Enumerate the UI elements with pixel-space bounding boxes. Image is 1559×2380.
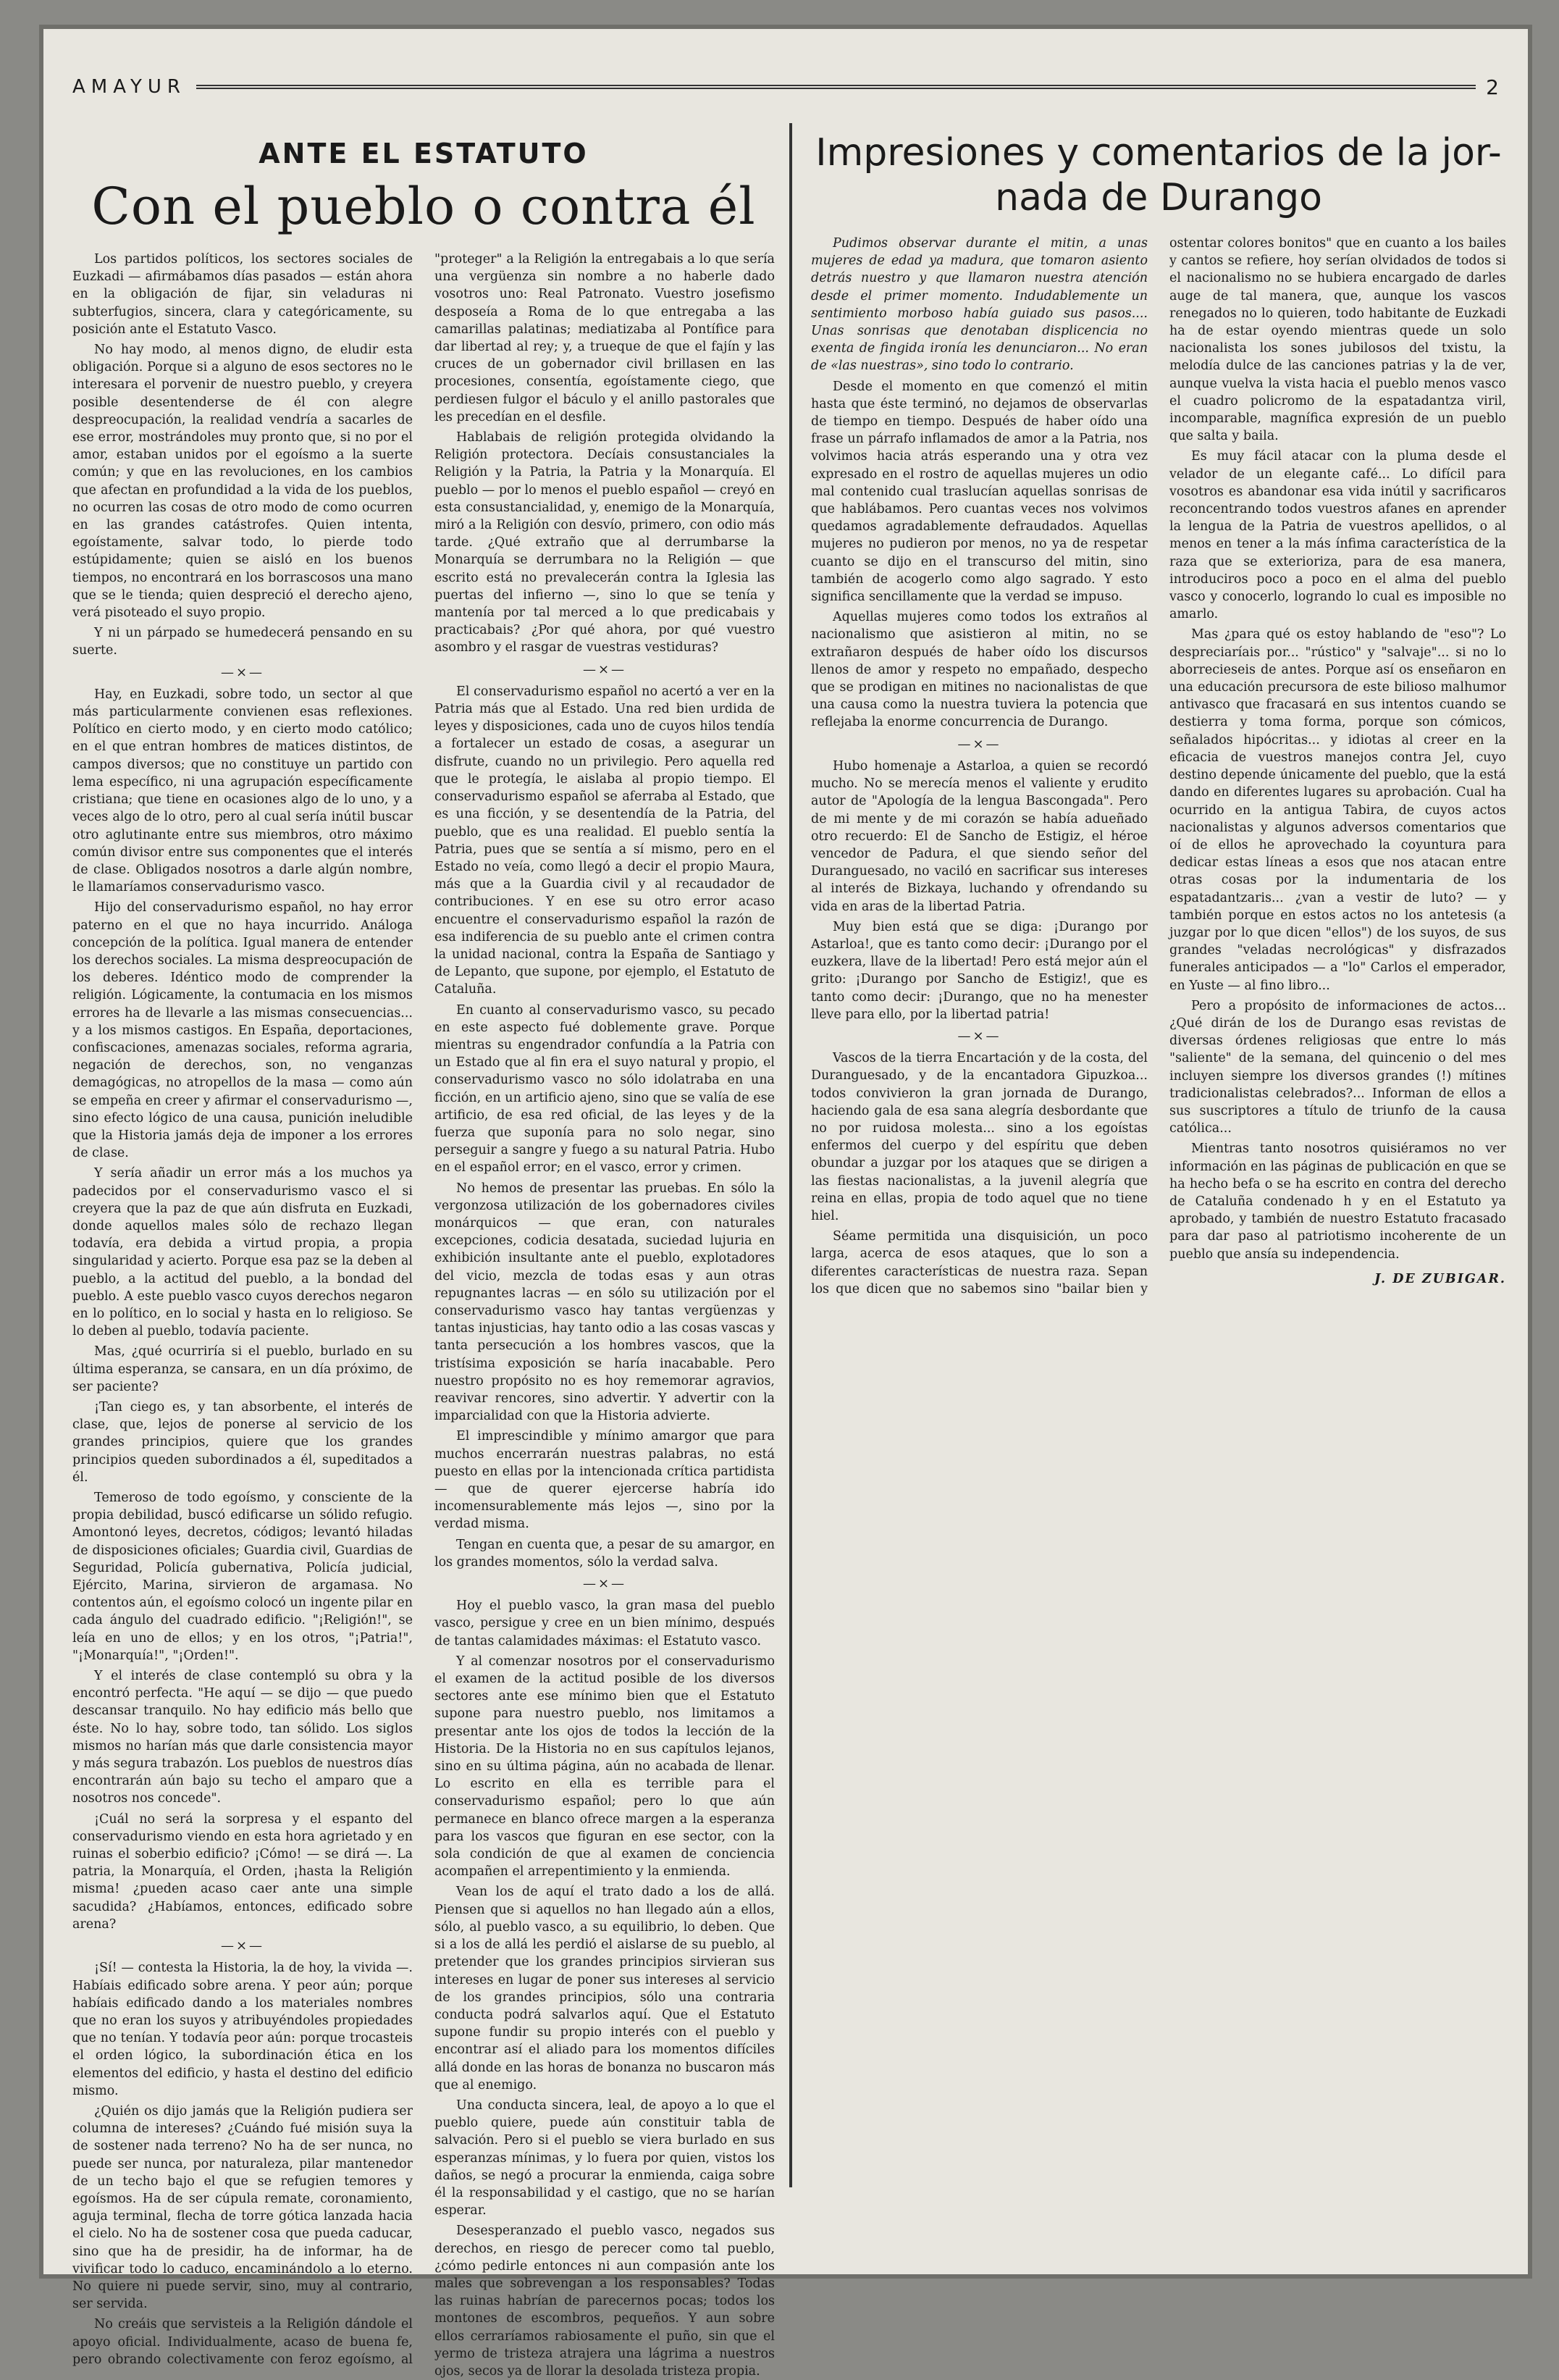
paragraph: ¡Sí! — contesta la Historia, la de hoy, la vivida —. Habíais edificado sobre arena. Y peor aún; porque habíais edificado dando a los materiales nombres que no eran los suyos y atribuyéndoles propiedades que no tenían. Y todavía peor aún: porque trocasteis el orden lógico, la subordinación ética en los elementos del edificio, y hasta el destino del edificio mismo. [72,1961,413,2098]
masthead-rule [196,85,1476,89]
paragraph: ¿Quién os dijo jamás que la Religión pudiera ser columna de intereses? ¿Cuándo fué misión suya la de sostener nada terreno? No ha de ser nunca, no puede ser nunca, por naturaleza, pilar mantenedor de un techo bajo el que se refugien temores y egoísmos. Ha de ser cúpula remate, coronamiento, aguja terminal, flecha de torre gótica lanzada hacia el cielo. No ha de sostener cosa que pueda caducar, sino que ha de presidir, ha de informar, ha de vivificar todo lo caduco, encaminándolo a lo eterno. No quiere ni puede servir, sino, muy al contrario, ser servida. [72,2103,413,2312]
section-separator: —×— [582,661,627,677]
paragraph: No hay modo, al menos digno, de eludir esta obligación. Porque si a alguno de esos sectores no le interesara el porvenir de nuestro pueblo, y creyera posible desentenderse de él con alegre despreocupación, la realidad vendría a sacarles de ese error, mostrándoles muy pronto que, si no por el amor, estaban unidos por el egoísmo a la suerte común; y que en las revoluciones, en los cambios que afectan en profundidad a la vida de los pueblos, no ocurren las cosas de otro modo de como ocurren en las grandes catástrofes. Quien intenta, egoístamente, salvar todo, lo pierde todo estúpidamente; quien se aisló en los buenos tiempos, no encontrará en los borrascosos una mano que se le tienda; quien despreció el derecho ajeno, verá pisoteado el suyo propio. [72,343,413,621]
paragraph: Es muy fácil atacar con la pluma desde el velador de un elegante café... Lo difícil para vosotros es abandonar esa vida inútil y sacrificaros reconcentrando todos vuestros afanes en aprender la lengua de la Patria de vuestros apellidos, o al menos en tener a la más ínfima característica de la raza que se exterioriza, para de esa manera, introduciros poco a poco en el alma del pueblo vasco y conocerlo, logrando lo cual es imposible no amarlo. [1169,449,1506,622]
newspaper-page [43,29,1528,2379]
masthead [72,72,1499,101]
paragraph: Hay, en Euzkadi, sobre todo, un sector al que más particularmente convienen esas reflexiones. Político en cierto modo, y en cierto modo católico; en el que entran hombres de matices distintos, de campos diversos; que no constituye un partido con lema específico, ni una agrupación específicamente cristiana; que tiene en ocasiones algo de lo uno, y a veces algo de lo otro, pero al cual sería inútil buscar otro aglutinante entre sus miembros, otro máximo común divisor entre sus componentes que el interés de clase. Obligados nosotros a darle algún nombre, le llamaríamos conservadurismo vasco. [72,687,413,895]
paragraph: No creáis que servisteis a la Religión dándole el apoyo oficial. Individualmente, acaso de buena fe, pero obrando colectivamente con feroz egoísmo, al "proteger" a la Religión la entregabais a lo que sería una vergüenza sin nombre a no haberle dado vosotros uno: Real Patronato. Vuestro josefismo desposeía a Roma de lo que entregaba a las camarillas palatinas; mediatizaba al Pontífice para dar libertad al rey; y, a trueque de que el fajín y las cruces de un gobernador civil brillasen en las procesiones, consentía, egoístamente ciego, que perdiesen fulgor el báculo y el anillo pastorales que les precedían en el desfile. [72,252,775,2367]
paragraph: Vean los de aquí el trato dado a los de allá. Piensen que si aquellos no han llegado aún a ellos, sólo, al pueblo vasco, a su equilibrio, lo deben. Que si a los de allá les perdió el aislarse de su pueblo, al pretender que los grandes principios sirvieran sus intereses en lugar de poner sus intereses al servicio de los grandes principios, sólo una contraria conducta podrá salvarlos aquí. Que el Estatuto supone fundir su propio interés con el pueblo y encontrar así el aliado para los momentos difíciles allá donde en las horas de bonanza no buscaron más que al enemigo. [434,1885,775,2092]
lede-paragraph: Pudimos observar durante el mitin, a unas mujeres de edad ya madura, que tomaron asiento detrás nuestro y que llamaron nuestra atención desde el primer momento. Indudablemente un sentimiento morboso había guiado sus pasos.... Unas sonrisas que denotaban displicencia no exenta de fingida ironía les denunciaron... No eran de «las nuestras», sino todo lo contrario. [811,236,1148,374]
paragraph: Temeroso de todo egoísmo, y consciente de la propia debilidad, buscó edificarse un sólido refugio. Amontonó leyes, decretos, códigos; levantó hiladas de disposiciones oficiales; Guardia civil, Guardias de Seguridad, Policía gubernativa, Policía judicial, Ejército, Marina, sirvieron de argamasa. No contentos aún, el egoísmo colocó un ingente pilar en cada ángulo del cuadrado edificio. "¡Religión!", se leía en uno de ellos; y en los otros, "¡Patria!", "¡Monarquía!", "¡Orden!". [72,1491,413,1663]
paragraph: Y al comenzar nosotros por el conservadurismo el examen de la actitud posible de los diversos sectores ante ese mínimo bien que el Estatuto supone para nuestro pueblo, nos limitamos a presentar ante los ojos de todos la lección de la Historia. De la Historia no en sus capítulos lejanos, sino en su última página, aún no acabada de llenar. Lo escrito en ella es terrible para el conservadurismo español; pero lo que aún permanece en blanco ofrece margen a la esperanza para los vascos que figuran en ese sector, con la sola condición de que al examen de conciencia acompañen el arrepentimiento y la enmienda. [434,1654,775,1880]
paragraph: El imprescindible y mínimo amargor que para muchos encerrarán nuestras palabras, no está puesto en ellas por la intencionada crítica partidista — que de querer ejercerse habría ido incomensurablemente más lejos —, sino por la verdad misma. [434,1429,775,1532]
paragraph: Mientras tanto nosotros quisiéramos no ver información en las páginas de publicación en que se ha hecho befa o se ha escrito en contra del derecho de Cataluña condenado h y en el Estatuto ya aprobado, y también de nuestro Estatuto fracasado para dar paso al patriotismo incoherente de un pueblo que ansía su independencia. [1169,1141,1506,1262]
column-divider [789,123,792,2187]
section-separator: —×— [220,664,265,680]
paragraph: Muy bien está que se diga: ¡Durango por Astarloa!, que es tanto como decir: ¡Durango por el euzkera, llave de la libertad! Pero está mejor aún el grito: ¡Durango por Sancho de Estigiz!, que es tanto como decir: ¡Durango, que no ha menester lleve para ello, por la libertad patria! [811,919,1148,1022]
page-number: 2 [1486,75,1499,99]
paragraph: El conservadurismo español no acertó a ver en la Patria más que al Estado. Una red bien urdida de leyes y disposiciones, cada uno de cuyos hilos tendía a fortalecer un estado de cosas, a asegurar un disfrute, cuando no un privilegio. Pero aquella red que le protegía, le aislaba al propio tiempo. El conservadurismo español se aferraba al Estado, que es una ficción, y se desentendía de la Patria, del pueblo, que es una realidad. El pueblo sentía la Patria, pues que se sentía a sí mismo, pero en el Estado no veía, como llegó a decir el propio Maura, más que a la Guardia civil y al recaudador de contribuciones. Y en ese su otro error acaso encuentre el conservadurismo español la razón de esa indiferencia de su pueblo ante el crimen contra la unidad nacional, contra la España de Santiago y de Lepanto, que supone, por ejemplo, el Estatuto de Cataluña. [434,684,775,997]
article-left [72,116,775,2379]
paragraph: Hoy el pueblo vasco, la gran masa del pueblo vasco, persigue y cree en un bien mínimo, después de tantas calamidades máximas: el Estatuto vasco. [434,1598,775,1648]
paragraph: Pero a propósito de informaciones de actos... ¿Qué dirán de los de Durango esas revistas de diversas órdenes religiosas que entre lo más "saliente" de la semana, del quincenio o del mes incluyen siempre los diversos grandes (!) mítines tradicionalistas celebrados?... Informan de ellos a sus suscriptores a título de triunfo de la causa católica... [1169,998,1506,1136]
section-separator: —×— [220,1938,265,1954]
paragraph: Y el interés de clase contempló su obra y la encontró perfecta. "He aquí — se dijo — que puedo descansar tranquilo. No hay edificio más bello que éste. No lo hay, sobre todo, tan sólido. Los siglos mismos no harían más que darle consistencia mayor y más segura trabazón. Los pueblos de nuestros días encontrarán aún bajo su techo el amparo que a nosotros nos concede". [72,1669,413,1806]
article-headline: Con el pueblo o contra él [91,177,756,236]
paragraph: Hablabais de religión protegida olvidando la Religión protectora. Decíais consustanciales la Religión y la Patria, la Patria y la Monarquía. El pueblo — por lo menos el pueblo español — creyó en esta consustancialidad, y, enemigo de la Monarquía, miró a la Religión con desvío, primero, con odio más tarde. ¿Qué extraño que al derrumbarse la Monarquía se derrumbara no la Religión — que escrito está no prevalecerán contra la Iglesia las puertas del infierno —, sino lo que se tenía y mantenía por tal merced a lo que predicabais y practicabais? ¿Por qué ahora, por qué vuestro asombro y el rasgar de vuestras vestiduras? [434,430,775,655]
headline-line-1: Impresiones y comentarios de la jor- [815,131,1502,175]
paragraph: Desde el momento en que comenzó el mitin hasta que éste terminó, no dejamos de observarlas de tiempo en tiempo. Después de haber oído una frase un párrafo inflamados de amor a la Patria, nos volvimos hacia atrás esperando una y otra vez expresado en el rostro de aquellas mujeres un odio mal contenido cual traslucían aquellas sonrisas de que hablábamos. Pero cuantas veces nos volvimos quedamos agradablemente defraudados. Aquellas mujeres no pudieron por menos, no ya de respetar cuanto se dijo en el transcurso del mitin, sino también de acogerlo como algo sagrado. Y esto significa sencillamente que la verdad se impuso. [811,379,1148,605]
paragraph: Y ni un párpado se humedecerá pensando en su suerte. [72,626,413,658]
masthead-title: AMAYUR [72,76,186,98]
paragraph: Y sería añadir un error más a los muchos ya padecidos por el conservadurismo vasco el si creyera que la paz de que aún disfruta en Euzkadi, donde aquellos males sólo de rechazo llegan todavía, era debida a virtud propia, a propia singularidad y acierto. Porque esa paz se la deben al pueblo, a la actitud del pueblo, a la bondad del pueblo. A este pueblo vasco cuyos derechos negaron en lo político, en lo social y hasta en lo religioso. Se lo deben al pueblo, todavía paciente. [72,1166,413,1339]
article-body-right [811,235,1506,1298]
paragraph: Desesperanzado el pueblo vasco, negados sus derechos, en riesgo de perecer como tal pueblo, ¿cómo pedirle entonces ni aun compasión ante los males que sobrevengan a los responsables? Todas las ruinas habrían de parecernos pocas; todos los montones de escombros, pequeños. Y aun sobre ellos cerraríamos rabiosamente el puño, sin que el yermo de tristeza atrajera una lágrima a nuestros ojos, secos ya de llorar la desolada tristeza propia. [434,2224,775,2379]
paragraph: Séame permitida una disquisición, un poco larga, acerca de esos ataques, que lo son a diferentes características de nuestra raza. Sepan los que dicen que no sabemos sino "bailar bien y ostentar colores bonitos" que en cuanto a los bailes y cantos se refiere, hoy serían olvidados de todos si el nacionalismo no se hubiera encargado de darles auge de tal manera, que, aunque los vascos renegados no lo quieren, todo habitante de Euzkadi ha de estar oyendo mientras quede un solo nacionalista los sones jubilosos del txistu, la melodía dulce de las canciones patrias y la de ver, aunque vuelva la vista hacia el pueblo menos vasco el cuadro policromo de la espatadantza viril, incomparable, magnífica expresión de un pueblo que salta y baila. [811,236,1506,1296]
paragraph: ¡Cuál no será la sorpresa y el espanto del conservadurismo viendo en esta hora agrietado y en ruinas el soberbio edificio? ¡Cómo! — se dirá —. La patria, la Monarquía, el Orden, ¡hasta la Religión misma! ¿pueden acaso caer ante una simple sacudida? ¿Habíamos, entonces, edificado sobre arena? [72,1811,413,1932]
paragraph: Los partidos políticos, los sectores sociales de Euzkadi — afirmábamos días pasados — están ahora en la obligación de fijar, sin veladuras ni subterfugios, sincera, clara y categóricamente, su posición ante el Estatuto Vasco. [72,252,413,337]
paragraph: Aquellas mujeres como todos los extraños al nacionalismo que asistieron al mitin, no se extrañaron después de haber oído los discursos llenos de amor y respeto no empañado, despecho que se prodigan en mitines no nacionalistas de que una causa como la nuestra tuviera la potencia que reflejaba la enorme concurrencia de Durango. [811,610,1148,730]
paragraph: Tengan en cuenta que, a pesar de su amargor, en los grandes momentos, sólo la verdad salva. [434,1537,775,1570]
paragraph: ¡Tan ciego es, y tan absorbente, el interés de clase, que, lejos de ponerse al servicio de los grandes principios, quiere que los grandes principios queden subordinados a él, supeditados a él. [72,1400,413,1485]
paragraph: No hemos de presentar las pruebas. En sólo la vergonzosa utilización de los gobernadores civiles monárquicos — que eran, con naturales excepciones, codicia desatada, suciedad lujuria en exhibición insultante ante el pueblo, explotadores del vicio, mezcla de todas esas y aun otras repugnantes lacras — en sólo su utilización por el conservadurismo vasco hay tantas vergüenzas y tantas injusticias, hay tanto odio a las cosas vascas y tanta persecución a los hombres vascos, que la tristísima exposición se haría inacabable. Pero nuestro propósito no es hoy rememorar agravios, reavivar rencores, sino advertir. Y advertir con la imparcialidad con que la Historia advierte. [434,1181,775,1424]
article-body [72,251,775,2380]
article-kicker: ANTE EL ESTATUTO [259,138,589,169]
section-separator: —×— [582,1576,627,1592]
headline-line-2: nada de Durango [995,176,1322,219]
section-separator: —×— [957,1028,1001,1044]
paragraph: En cuanto al conservadurismo vasco, su pecado en este aspecto fué doblemente grave. Porque mientras su engendrador confundía a la Patria con un Estado que al fin era el suyo natural y propio, el conservadurismo vasco no sólo idolatraba en una ficción, en un artificio ajeno, sino que se valía de ese artificio, de esa red oficial, de las leyes y de la fuerza que suponía para no solo negar, sino perseguir a sangre y fuego a su natural Patria. Hubo en el español error; en el vasco, error y crimen. [434,1002,775,1176]
paragraph: Mas ¿para qué os estoy hablando de "eso"? Lo despreciaríais por... "rústico" y "salvaje"... si no lo aborrecieseis de antes. Porque así os enseñaron en una educación precursora de este bilioso malhumor antivasco que fracasará en sus intentos cuando se destierra y toma forma, porque son cómicos, señalados hipócritas... y idiotas al creer en la eficacia de vuestros manejos contra Jel, cuyo destino depende únicamente del pueblo, que la está dando en diferentes lugares su aprobación. Cual ha ocurrido en la antigua Tabira, de cuyos actos nacionalistas y algunos adversos comentarios que oí de ellos he aprovechado la coyuntura para dedicar estas líneas a esos que nos atacan entre otras cosas por la indumentaria de los espatadantzaris... ¿van a vestir de luto? — y también porque en estos actos no los antetesis (a juzgar por lo que dicen "ellos") de los suyos, de sus grandes "veladas necrológicas" y disfrazados funerales anticipados — a "lo" Carlos el emperador, en Yuste — al fino libro... [1169,627,1506,993]
article-headline-right [811,130,1506,220]
section-separator: —×— [957,736,1001,752]
paragraph: Mas, ¿qué ocurriría si el pueblo, burlado en su última esperanza, se cansara, en un día próximo, de ser paciente? [72,1344,413,1394]
author-signature: J. DE ZUBIGAR. [1374,1271,1506,1286]
paragraph: Una conducta sincera, leal, de apoyo a lo que el pueblo quiere, puede aún constituir tabla de salvación. Pero si el pueblo se viera burlado en sus esperanzas mínimas, y lo fuera por quien, vistos los daños, se negó a procurar la enmienda, caiga sobre él la responsabilidad y el castigo, que no se harían esperar. [434,2098,775,2218]
paragraph: Hubo homenaje a Astarloa, a quien se recordó mucho. No se merecía menos el valiente y erudito autor de "Apología de la lengua Bascongada". Pero de mi mente y de mi corazón se había adueñado otro recuerdo: El de Sancho de Estigiz, el héroe vencedor de Padura, el que siendo señor del Duranguesado, no vaciló en sacrificar sus intereses al interés de Bizkaya, luchando y ofrendando su vida en aras de la libertad Patria. [811,758,1148,914]
article-right [811,116,1506,2187]
paragraph: Vascos de la tierra Encartación y de la costa, del Duranguesado, y de la encantadora Gipuzkoa... todos convivieron la gran jornada de Durango, haciendo gala de esa sana alegría desbordante que no por ruidosa molesta... sino a los egoístas enfermos del cuerpo y del espíritu que deben obundar a juzgar por los ataques que se dirigen a las fiestas nacionalistas, a la juvenil alegría que reina en ellas, propia de todo aquel que no tiene hiel. [811,1051,1148,1223]
paragraph: Hijo del conservadurismo español, no hay error paterno en el que no haya incurrido. Análoga concepción de la política. Igual manera de entender los derechos sociales. La misma despreocupación de los deberes. Idéntico modo de comprender la religión. Lógicamente, la contumacia en los mismos errores ha de llevarle a las mismas consecuencias... y a los mismos castigos. En España, deportaciones, confiscaciones, amenazas sociales, reforma agraria, negación de derechos, son, no venganzas demagógicas, no atropellos de la masa — como aún se empeña en creer y afirmar el conservadurismo —, sino efecto lógico de una causa, punición ineludible que la Historia jamás deja de imponer a los errores de clase. [72,900,413,1161]
